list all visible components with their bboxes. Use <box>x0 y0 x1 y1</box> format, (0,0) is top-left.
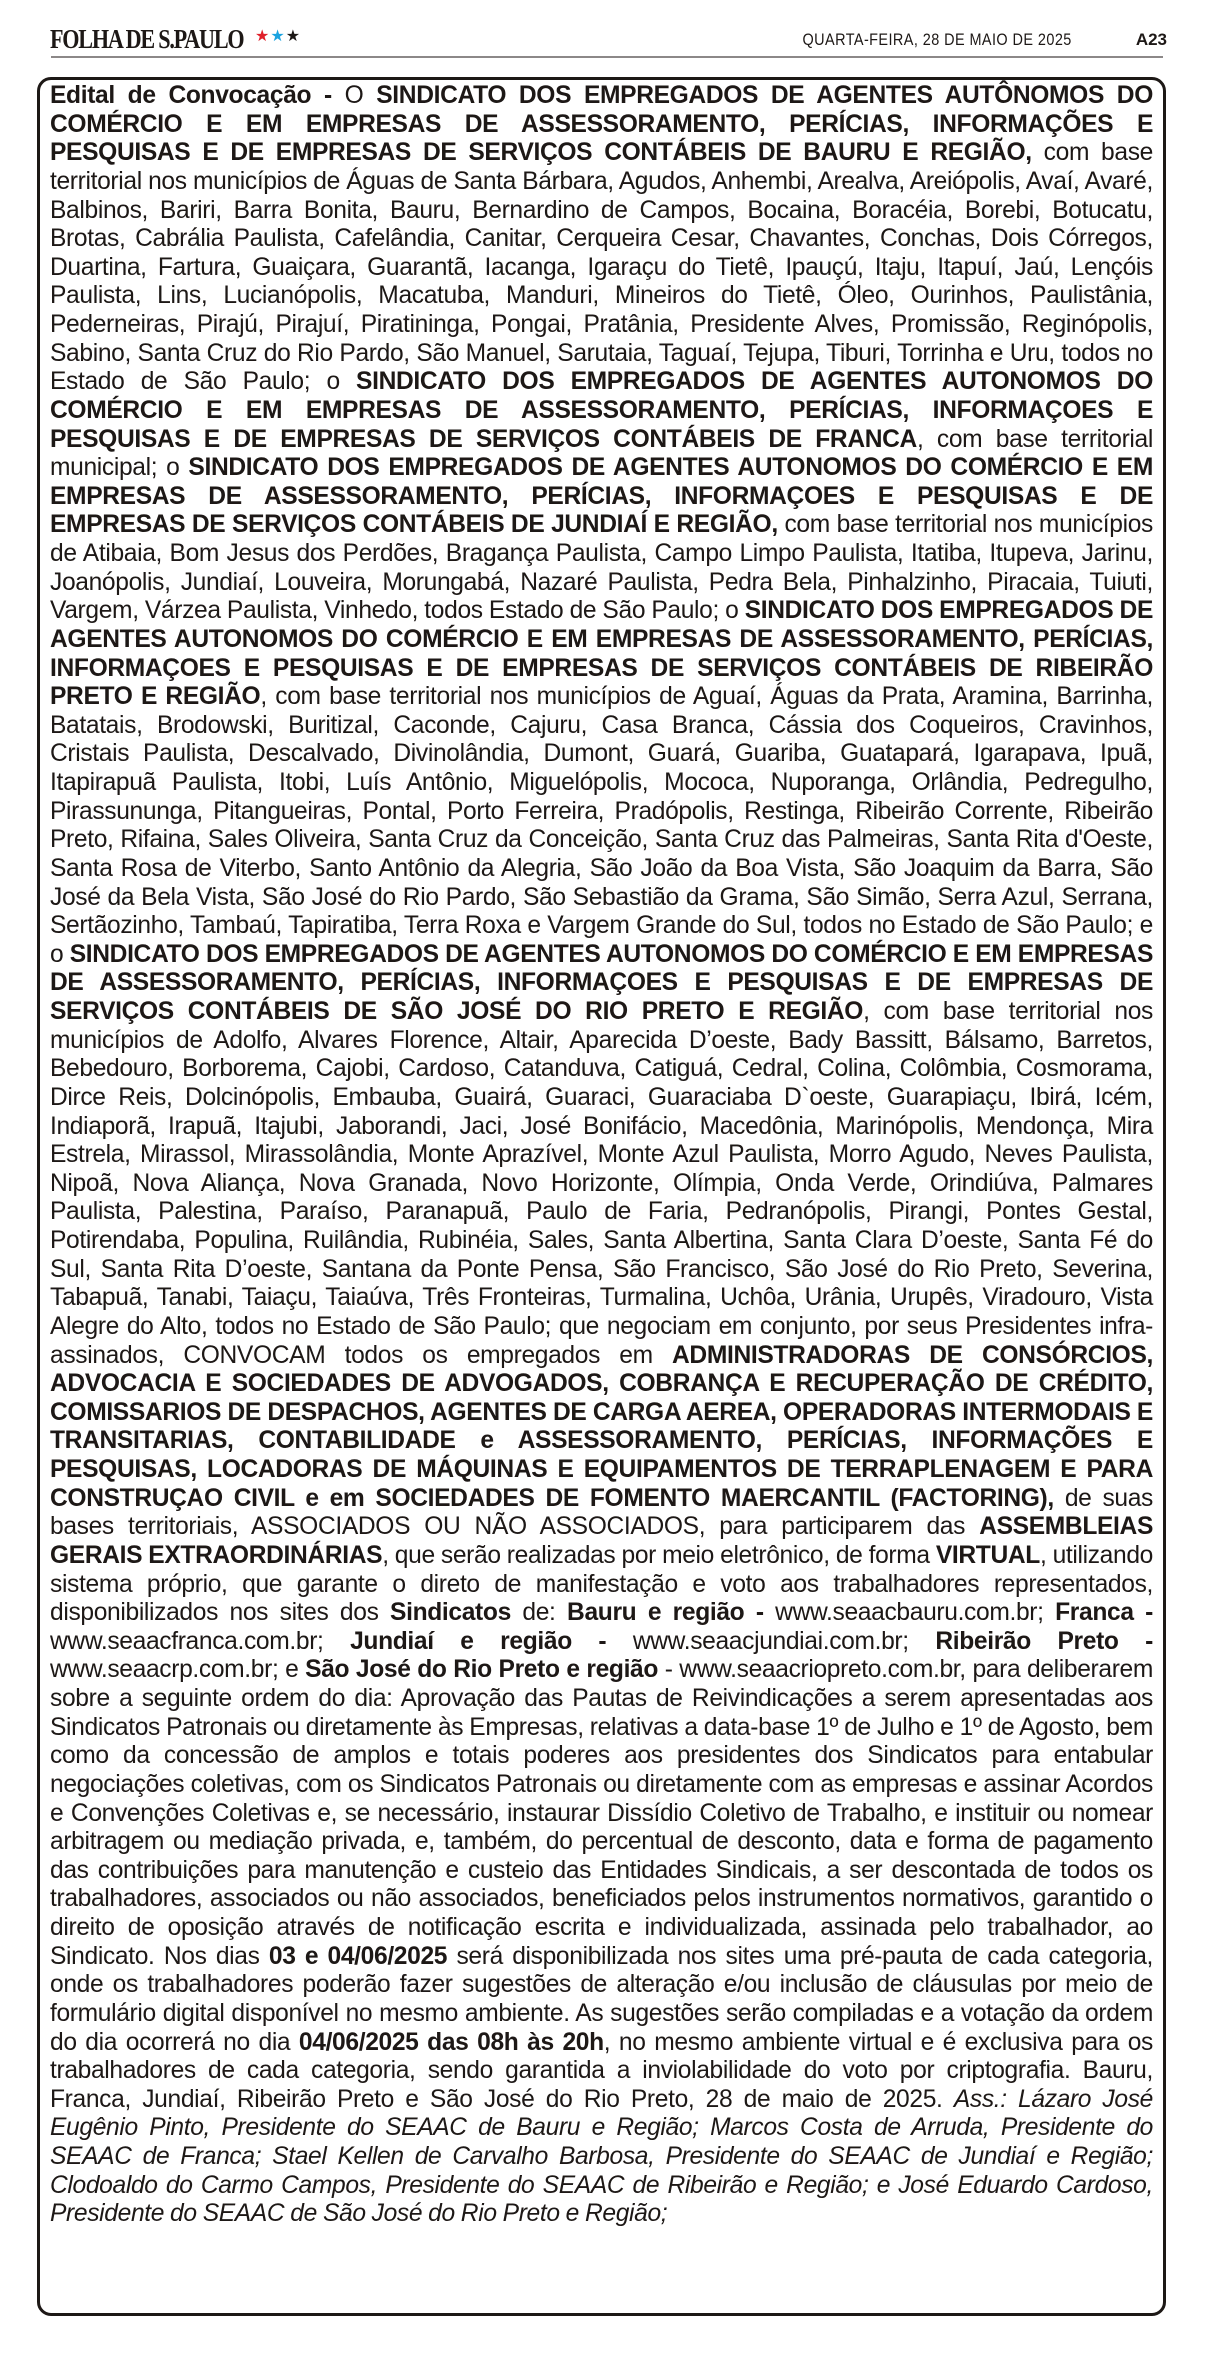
bold-text-segment: SINDICATO DOS EMPREGADOS DE AGENTES AUTONOMOS DO COMÉRCIO E EM EMPRESAS DE ASSESSORAMENTO, PERÍCIAS, INFORMAÇOES E PESQUISAS E DE EMPRESAS DE SERVIÇOS CONTÁBEIS DE RIBEIRÃO PRETO E REGIÃO <box>50 597 1153 711</box>
masthead <box>50 20 1170 56</box>
text-segment: , com base territorial nos municípios de Adolfo, Alvares Florence, Altair, Aparecida D’oeste, Bady Bassitt, Bálsamo, Barretos, Bebedouro, Borborema, Cajobi, Cardoso, Catanduva, Catiguá, Cedral, Colina, Colômbia, Cosmorama, Dirce Reis, Dolcinópolis, Embauba, Guairá, Guaraci, Guaraciaba D`oeste, Guarapiaçu, Ibirá, Icém, Indiaporã, Irapuã, Itajubi, Jaborandi, Jaci, José Bonifácio, Macedônia, Marinópolis, Mendonça, Mira Estrela, Mirassol, Mirassolândia, Monte Aprazível, Monte Azul Paulista, Morro Agudo, Neves Paulista, Nipoã, Nova Aliança, Nova Granada, Novo Horizonte, Olímpia, Onda Verde, Orindiúva, Palmares Paulista, Palestina, Paraíso, Paranapuã, Paulo de Faria, Pedranópolis, Pirangi, Pontes Gestal, Potirendaba, Populina, Ruilândia, Rubinéia, Sales, Santa Albertina, Santa Clara D’oeste, Santa Fé do Sul, Santa Rita D’oeste, Santana da Ponte Pensa, São Francisco, São José do Rio Preto, Severina, Tabapuã, Tanabi, Taiaçu, Taiaúva, Três Fronteiras, Turmalina, Uchôa, Urânia, Urupês, Viradouro, Vista Alegre do Alto, todos no Estado de São Paulo; que negociam em conjunto, por seus Presidentes infra-assinados, CONVOCAM todos os empregados em <box>50 998 1153 1369</box>
newspaper-logo: FOLHA DE S.PAULO <box>50 24 244 54</box>
bold-text-segment: ADMINISTRADORAS DE CONSÓRCIOS, ADVOCACIA E SOCIEDADES DE ADVOGADOS, COBRANÇA E RECUPERAÇÃO DE CRÉDITO, COMISSARIOS DE DESPACHOS, AGENTES DE CARGA AEREA, OPERADORAS INTERMODAIS E TRANSITARIAS, CONTABILIDADE e ASSESSORAMENTO, PERÍCIAS, INFORMAÇÕES E PESQUISAS, LOCADORAS DE MÁQUINAS E EQUIPAMENTOS DE TERRAPLENAGEM E PARA CONSTRUÇAO CIVIL e em SOCIEDADES DE FOMENTO MAERCANTIL (FACTORING), <box>50 1341 1153 1512</box>
header-rule <box>51 56 1163 58</box>
text-segment: , utilizando sistema próprio, que garante o direto de manifestação e voto aos trabalhadores representados, disponibilizados nos sites dos <box>50 1541 1153 1627</box>
text-segment: de: <box>510 1599 568 1627</box>
signature-text-segment: Ass.: Lázaro José Eugênio Pinto, Presidente do SEAAC de Bauru e Região; Marcos Costa de Arruda, Presidente do SEAAC de Franca; Stael Kellen de Carvalho Barbosa, Presidente do SEAAC de Jundiaí e Região; Clodoaldo do Carmo Campos, Presidente do SEAAC de Ribeirão e Região; e José Eduardo Cardoso, Presidente do SEAAC de São José do Rio Preto e Região; <box>50 2085 1153 2228</box>
text-segment: , com base territorial municipal; o <box>50 425 1153 482</box>
bold-text-segment: São José do Rio Preto e região <box>305 1656 659 1684</box>
dateline: QUARTA-FEIRA, 28 DE MAIO DE 2025 <box>802 30 1072 49</box>
text-segment: , com base territorial nos municípios de Aguaí, Águas da Prata, Aramina, Barrinha, Batatais, Brodowski, Buritizal, Caconde, Cajuru, Casa Branca, Cássia dos Coqueiros, Cravinhos, Cristais Paulista, Descalvado, Divinolândia, Dumont, Guará, Guariba, Guatapará, Igarapava, Ipuã, Itapirapuã Paulista, Itobi, Luís Antônio, Miguelópolis, Mococa, Nuporanga, Orlândia, Pedregulho, Pirassununga, Pitangueiras, Pontal, Porto Ferreira, Pradópolis, Restinga, Ribeirão Corrente, Ribeirão Preto, Rifaina, Sales Oliveira, Santa Cruz da Conceição, Santa Cruz das Palmeiras, Santa Rita d'Oeste, Santa Rosa de Viterbo, Santo Antônio da Alegria, São João da Boa Vista, São Joaquim da Barra, São José da Bela Vista, São José do Rio Pardo, São Sebastião da Grama, São Simão, Serra Azul, Serrana, Sertãozinho, Tambaú, Tapiratiba, Terra Roxa e Vargem Grande do Sul, todos no Estado de São Paulo; e o <box>50 683 1153 968</box>
bold-text-segment: 04/06/2025 das 08h às 20h <box>298 2028 604 2056</box>
text-segment: com base territorial nos municípios de Águas de Santa Bárbara, Agudos, Anhembi, Arealva, Areiópolis, Avaí, Avaré, Balbinos, Bariri, Barra Bonita, Bauru, Bernardino de Campos, Bocaina, Boracéia, Borebi, Botucatu, Brotas, Cabrália Paulista, Cafelândia, Canitar, Cerqueira Cesar, Chavantes, Conchas, Dois Córregos, Duartina, Fartura, Guaiçara, Guarantã, Iacanga, Igaraçu do Tietê, Ipauçú, Itaju, Itapuí, Jaú, Lençóis Paulista, Lins, Lucianópolis, Macatuba, Manduri, Mineiros do Tietê, Óleo, Ourinhos, Paulistânia, Pederneiras, Pirajú, Pirajuí, Piratininga, Pongai, Pratânia, Presidente Alves, Promissão, Reginópolis, Sabino, Santa Cruz do Rio Pardo, São Manuel, Sarutaia, Taguaí, Tejupa, Tiburi, Torrinha e Uru, todos no Estado de São Paulo; o <box>50 139 1153 396</box>
notice-body <box>50 82 1153 2229</box>
text-segment: www.seaacbauru.com.br; <box>763 1599 1056 1627</box>
text-segment: , no mesmo ambiente virtual e é exclusiva para os trabalhadores de cada categoria, sendo garantida a inviolabilidade do voto por criptografia. Bauru, Franca, Jundiaí, Ribeirão Preto e São José do Rio Preto, 28 de maio de 2025. <box>50 2028 1153 2113</box>
bold-text-segment: Edital de Convocação - <box>50 82 345 109</box>
text-segment: www.seaacfranca.com.br; <box>50 1627 351 1655</box>
text-segment: com base territorial nos municípios de Atibaia, Bom Jesus dos Perdões, Bragança Paulista, Campo Limpo Paulista, Itatiba, Itupeva, Jarinu, Joanópolis, Jundiaí, Louveira, Morungabá, Nazaré Paulista, Pedra Bela, Pinhalzinho, Piracaia, Tuiuti, Vargem, Várzea Paulista, Vinhedo, todos Estado de São Paulo; o <box>50 511 1153 625</box>
black-star-icon: ★ <box>285 26 302 45</box>
bold-text-segment: SINDICATO DOS EMPREGADOS DE AGENTES AUTÔNOMOS DO COMÉRCIO E EM EMPRESAS DE ASSESSORAMENTO, PERÍCIAS, INFORMAÇÕES E PESQUISAS E DE EMPRESAS DE SERVIÇOS CONTÁBEIS DE BAURU E REGIÃO, <box>50 82 1154 167</box>
red-star-icon: ★ <box>255 26 271 45</box>
bold-text-segment: ASSEMBLEIAS GERAIS EXTRAORDINÁRIAS <box>50 1513 1153 1569</box>
bold-text-segment: Ribeirão Preto - <box>935 1627 1154 1655</box>
bold-text-segment: VIRTUAL <box>935 1541 1040 1569</box>
legal-notice-box <box>37 77 1166 2316</box>
bold-text-segment: SINDICATO DOS EMPREGADOS DE AGENTES AUTONOMOS DO COMÉRCIO E EM EMPRESAS DE ASSESSORAMENTO, PERÍCIAS, INFORMAÇOES E PESQUISAS E DE EMPRESAS DE SERVIÇOS CONTÁBEIS DE FRANCA <box>50 368 1153 453</box>
logo-stars <box>255 26 301 45</box>
bold-text-segment: 03 e 04/06/2025 <box>268 1942 448 1970</box>
bold-text-segment: SINDICATO DOS EMPREGADOS DE AGENTES AUTONOMOS DO COMÉRCIO E EM EMPRESAS DE ASSESSORAMENTO, PERÍCIAS, INFORMAÇOES E PESQUISAS E DE EMPRESAS DE SERVIÇOS CONTÁBEIS DE JUNDIAÍ E REGIÃO, <box>50 454 1153 539</box>
text-segment: de suas bases territoriais, ASSOCIADOS OU NÃO ASSOCIADOS, para participarem das <box>50 1484 1154 1541</box>
text-segment: www.seaacrp.com.br; e <box>50 1656 306 1684</box>
text-segment: - www.seaacriopreto.com.br, para deliberarem sobre a seguinte ordem do dia: Aprovação das Pautas de Reivindicações a serem apresentadas aos Sindicatos Patronais ou diretamente às Empresas, relativas a data-base 1º de Julho e 1º de Agosto, bem como da concessão de amplos e totais poderes aos presidentes dos Sindicatos para entabular negociações coletivas, com os Sindicatos Patronais ou diretamente com as empresas e assinar Acordos e Convenções Coletivas e, se necessário, instaurar Dissídio Coletivo de Trabalho, e instituir ou nomear arbitragem ou mediação privada, e, também, do percentual de desconto, data e forma de pagamento das contribuições para manutenção e custeio das Entidades Sindicais, a ser descontada de todos os trabalhadores, associados ou não associados, beneficiados pelos instrumentos normativos, garantido o direito de oposição através de notificação escrita e individualizada, assinada pelo trabalhador, ao Sindicato. Nos dias <box>50 1656 1153 1970</box>
bold-text-segment: Jundiaí e região - <box>350 1627 607 1655</box>
bold-text-segment: Sindicatos <box>390 1599 511 1627</box>
bold-text-segment: Bauru e região - <box>567 1599 764 1627</box>
bold-text-segment: SINDICATO DOS EMPREGADOS DE AGENTES AUTONOMOS DO COMÉRCIO E EM EMPRESAS DE ASSESSORAMENTO, PERÍCIAS, INFORMAÇOES E PESQUISAS E DE EMPRESAS DE SERVIÇOS CONTÁBEIS DE SÃO JOSÉ DO RIO PRETO E REGIÃO <box>50 940 1153 1025</box>
blue-star-icon: ★ <box>270 26 286 45</box>
bold-text-segment: Franca - <box>1055 1599 1153 1627</box>
text-segment: será disponibilizada nos sites uma pré-pauta de cada categoria, onde os trabalhadores poderão fazer sugestões de alteração e/ou inclusão de cláusulas por meio de formulário digital disponível no mesmo ambiente. As sugestões serão compiladas e a votação da ordem do dia ocorrerá no dia <box>50 1942 1154 2056</box>
text-segment: www.seaacjundiai.com.br; <box>606 1627 936 1655</box>
page-number: A23 <box>1135 30 1167 49</box>
text-segment: O <box>344 82 377 109</box>
text-segment: , que serão realizadas por meio eletrônico, de forma <box>382 1541 936 1569</box>
